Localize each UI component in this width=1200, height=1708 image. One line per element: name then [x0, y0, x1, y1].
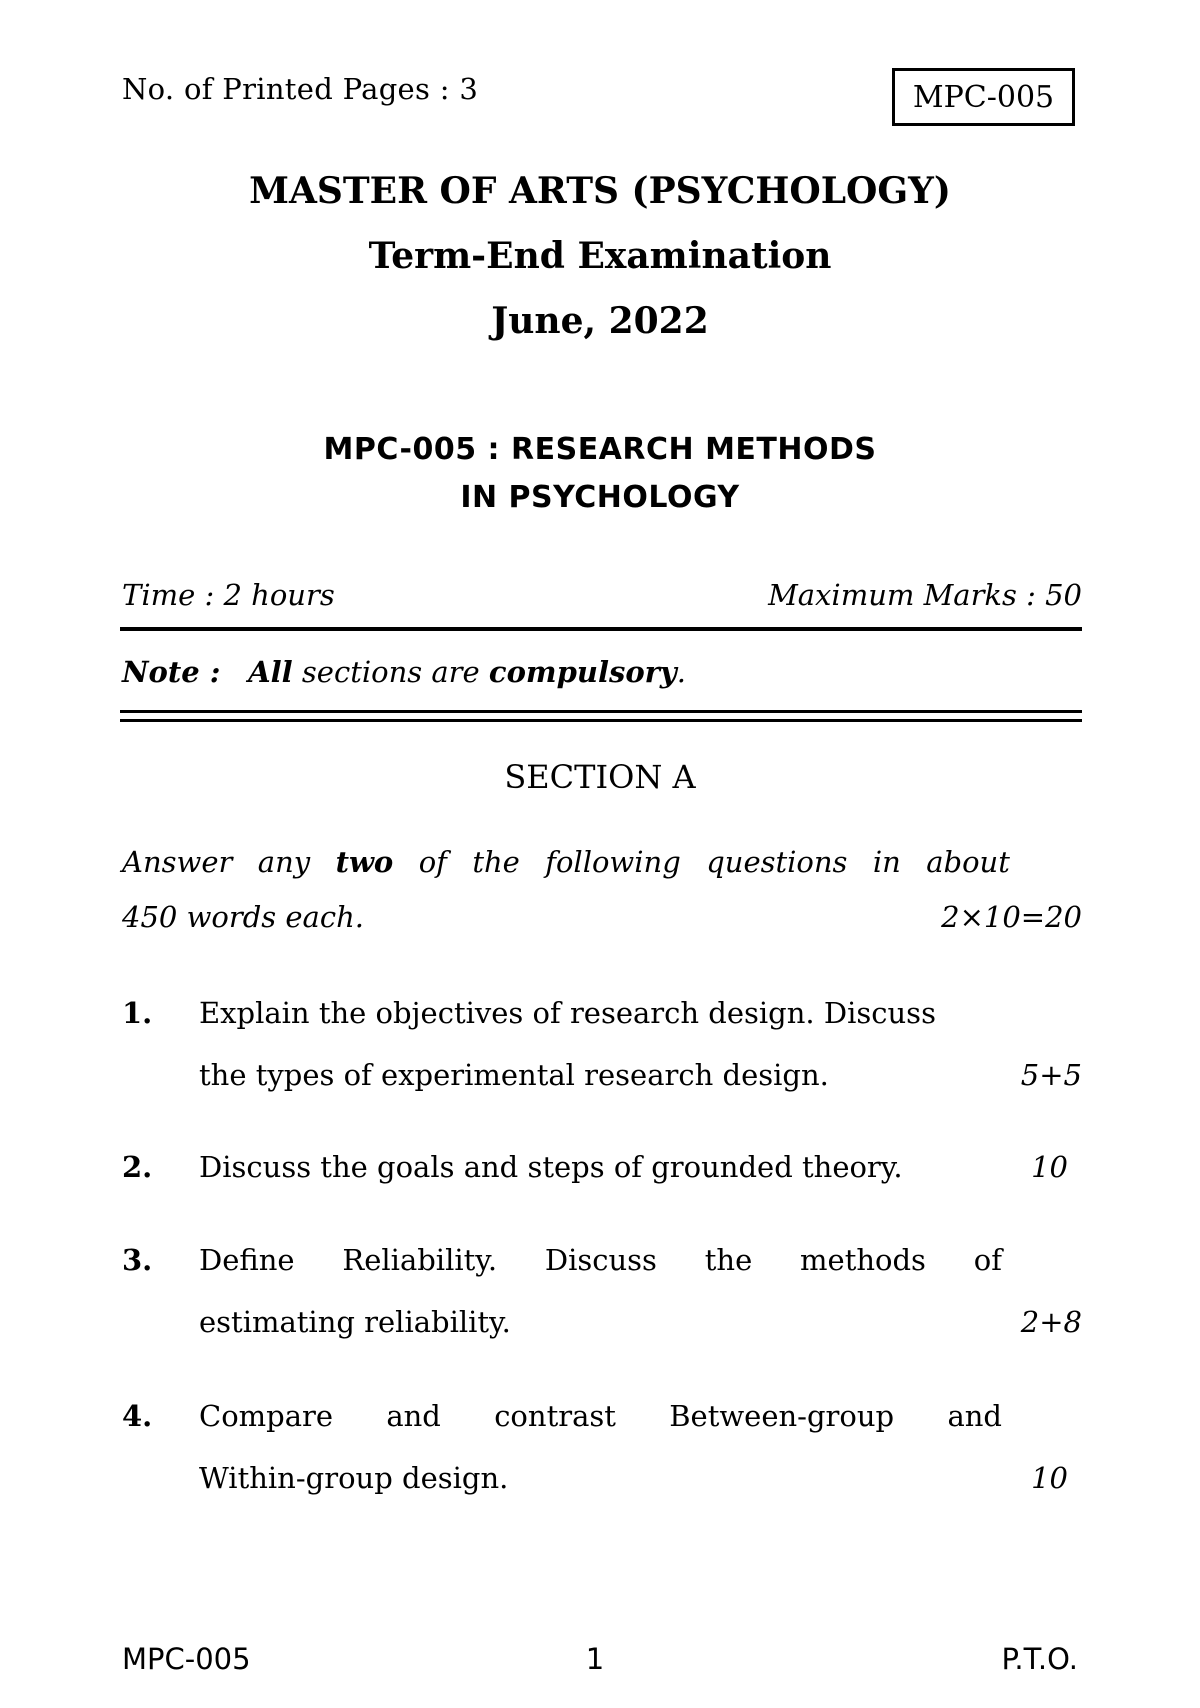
- question-word: of: [973, 1243, 1002, 1277]
- question-number: 2.: [122, 1150, 153, 1184]
- double-rule-top: [120, 710, 1082, 713]
- footer-pto: P.T.O.: [1001, 1642, 1078, 1676]
- question-1: [122, 996, 1082, 1096]
- question-text-line1: Discuss the goals and steps of grounded theory.: [199, 1150, 903, 1184]
- question-word: Define: [199, 1243, 295, 1277]
- note-end: .: [676, 655, 687, 689]
- note-emphasis-all: All: [248, 655, 293, 689]
- instruction-word: of: [418, 845, 447, 879]
- question-marks: 10: [1031, 1150, 1068, 1184]
- question-word: Reliability.: [342, 1243, 498, 1277]
- note-label: Note :: [122, 655, 221, 689]
- question-word: Compare: [199, 1399, 334, 1433]
- footer-page-number: 1: [585, 1642, 605, 1676]
- note-emphasis-compulsory: compulsory: [488, 655, 677, 689]
- question-word: the: [704, 1243, 753, 1277]
- printed-pages-count: No. of Printed Pages : 3: [122, 72, 479, 106]
- instruction-word: about: [926, 845, 1010, 879]
- question-text-line2: estimating reliability.: [199, 1305, 511, 1339]
- section-marks: 2×10=20: [941, 900, 1082, 934]
- instruction-word: any: [257, 845, 311, 879]
- question-word: and: [947, 1399, 1002, 1433]
- question-text-line1: Explain the objectives of research design. Discuss: [199, 996, 936, 1030]
- question-text-line2: the types of experimental research design.: [199, 1058, 829, 1092]
- instruction-word: the: [472, 845, 520, 879]
- course-title-line2: IN PSYCHOLOGY: [460, 480, 740, 515]
- note-text: sections are: [301, 655, 480, 689]
- instruction-word: following: [545, 845, 681, 879]
- question-word: Discuss: [544, 1243, 657, 1277]
- instruction-word: in: [872, 845, 901, 879]
- question-word: and: [386, 1399, 441, 1433]
- question-word: Between-group: [669, 1399, 895, 1433]
- time-allowed: Time : 2 hours: [122, 578, 335, 612]
- question-marks: 10: [1031, 1461, 1068, 1495]
- degree-title: MASTER OF ARTS (PSYCHOLOGY): [249, 170, 951, 212]
- question-3: [122, 1243, 1082, 1343]
- exam-meta: [122, 578, 1082, 612]
- exam-session: June, 2022: [491, 300, 709, 342]
- question-text-line2: Within-group design.: [199, 1461, 509, 1495]
- section-instruction-line1: [122, 845, 1010, 879]
- instruction-word-bold: two: [335, 845, 394, 879]
- double-rule-bottom: [120, 719, 1082, 722]
- exam-title: Term-End Examination: [368, 235, 832, 277]
- question-number: 1.: [122, 996, 153, 1030]
- instruction-word: Answer: [122, 845, 233, 879]
- question-text-line1: [199, 1399, 1002, 1433]
- question-2: [122, 1150, 1082, 1190]
- course-title-line1: MPC-005 : RESEARCH METHODS: [323, 432, 877, 467]
- question-number: 4.: [122, 1399, 153, 1433]
- instruction-word: questions: [706, 845, 848, 879]
- instruction-text: 450 words each.: [122, 900, 364, 934]
- question-4: [122, 1399, 1082, 1499]
- section-instruction-line2: [122, 900, 1082, 934]
- question-word: contrast: [494, 1399, 616, 1433]
- question-number: 3.: [122, 1243, 153, 1277]
- question-marks: 2+8: [1020, 1305, 1082, 1339]
- question-word: methods: [800, 1243, 926, 1277]
- footer-paper-code: MPC-005: [122, 1642, 251, 1676]
- paper-code-box: MPC-005: [892, 68, 1075, 126]
- maximum-marks: Maximum Marks : 50: [768, 578, 1082, 612]
- question-text-line1: [199, 1243, 1002, 1277]
- question-marks: 5+5: [1020, 1058, 1082, 1092]
- section-title: SECTION A: [504, 758, 696, 796]
- divider-rule: [120, 627, 1082, 631]
- note: [122, 655, 686, 689]
